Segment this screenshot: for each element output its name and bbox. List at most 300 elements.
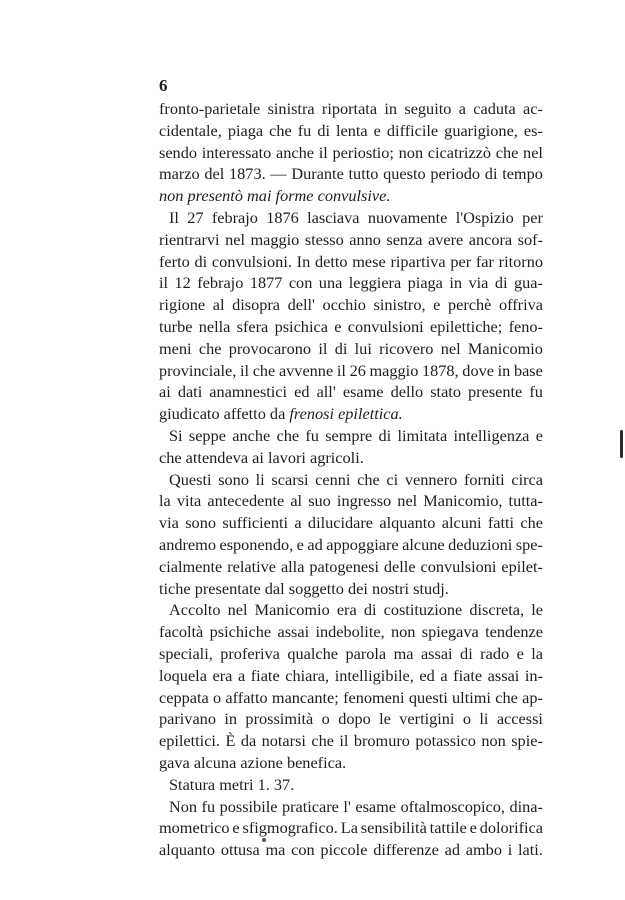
word: benefica.	[286, 752, 347, 772]
word: suo	[308, 491, 331, 511]
word: in-	[524, 665, 543, 685]
word: non	[159, 186, 188, 206]
word: per	[522, 207, 543, 227]
text-line	[159, 708, 543, 730]
word: epilet-	[501, 556, 543, 576]
word: discreta,	[469, 600, 525, 620]
word: indebolite,	[315, 622, 385, 642]
word: anche	[276, 142, 314, 162]
word: fronto-parietale	[159, 99, 261, 118]
word: rado	[480, 643, 510, 663]
word: offriva	[498, 295, 543, 315]
word: 26	[349, 360, 366, 380]
word: periostio;	[332, 142, 394, 162]
word: guarigione,	[444, 120, 518, 140]
word: dello	[390, 382, 424, 402]
word: assai	[277, 622, 310, 642]
word: fu	[529, 382, 543, 402]
word: stato	[430, 382, 461, 402]
word: relative	[227, 556, 277, 576]
word: fu	[297, 120, 312, 140]
word: il	[318, 338, 328, 358]
word: una	[318, 273, 343, 293]
word: giudicato	[159, 404, 224, 424]
text-line	[159, 665, 543, 687]
word: intelligenza	[453, 425, 530, 445]
word: alquanto	[379, 513, 436, 533]
word: tattile	[429, 818, 467, 838]
word: vennero	[404, 469, 458, 489]
word: fenomeni	[343, 687, 405, 707]
word: che	[357, 469, 380, 489]
word: l'Ospizio	[455, 207, 514, 227]
word: disopra	[232, 295, 280, 315]
text-line	[159, 316, 543, 338]
word: e	[469, 818, 477, 838]
word: a	[440, 665, 448, 685]
word: alcuni	[441, 513, 482, 533]
text-line	[159, 163, 543, 185]
word: alquanto	[159, 840, 216, 860]
word: in	[449, 273, 463, 293]
word: il	[339, 731, 349, 751]
word: da	[240, 731, 257, 751]
word: maggio	[250, 229, 300, 249]
word: delle	[383, 556, 416, 576]
word: per	[450, 251, 472, 271]
word: intelligibile,	[334, 665, 414, 685]
word: 1873.	[229, 164, 266, 184]
word: affetto	[223, 404, 270, 424]
word: nuovamente	[367, 207, 448, 227]
word: che	[495, 687, 518, 707]
word: febrajo	[197, 273, 244, 293]
word: vita	[176, 491, 202, 511]
word: anche	[232, 425, 271, 445]
word: Manicomio,	[423, 491, 503, 511]
word: base	[513, 360, 543, 380]
word: lui	[354, 338, 372, 358]
word: dilucidare	[307, 513, 374, 533]
word: che	[276, 425, 300, 445]
text-line	[159, 381, 543, 403]
word: Accolto	[169, 600, 221, 620]
word: nel	[227, 600, 248, 620]
word: es-	[523, 120, 543, 140]
word: alcune	[402, 534, 445, 554]
word: in	[224, 709, 238, 729]
word: di	[460, 643, 473, 663]
word: spe-	[515, 534, 543, 554]
word: sono	[218, 469, 249, 489]
word: costituzione	[383, 600, 463, 620]
word: non	[398, 142, 424, 162]
word: tutto	[348, 164, 379, 184]
word: sono	[185, 513, 216, 533]
word: circa	[511, 469, 543, 489]
word: difficile	[386, 120, 439, 140]
word: in	[497, 360, 511, 380]
word: e	[296, 534, 304, 554]
word: caduta	[473, 99, 516, 118]
word: a	[458, 99, 466, 118]
word: ed	[419, 665, 435, 685]
word: occhio	[322, 295, 366, 315]
word: tendenze	[485, 622, 543, 642]
text-line	[159, 229, 543, 251]
word: cidentale,	[159, 120, 222, 140]
word: che	[311, 731, 334, 751]
text-line	[159, 360, 543, 382]
word: convulsioni.	[211, 251, 292, 271]
word: limitata	[397, 425, 448, 445]
word: dolorifica	[479, 818, 543, 838]
text-line	[159, 621, 543, 643]
text-line	[159, 447, 543, 469]
word: ai	[252, 447, 268, 467]
word: ottusa	[220, 840, 260, 860]
word: ap-	[522, 687, 543, 707]
word: forniti	[463, 469, 505, 489]
word: fiate	[453, 665, 483, 685]
word: feno-	[508, 316, 543, 336]
word: gua-	[513, 273, 543, 293]
word: loquela	[159, 665, 207, 685]
word: era	[212, 665, 233, 685]
word: mometrico	[159, 818, 230, 838]
word: ac-	[523, 99, 543, 118]
word: ceppata	[159, 687, 209, 707]
word: sinistro,	[373, 295, 426, 315]
word: o	[213, 687, 222, 707]
word: non	[481, 731, 506, 751]
word: di	[363, 600, 377, 620]
word: presente	[468, 382, 523, 402]
word: ad	[307, 534, 323, 554]
word: Il	[169, 207, 179, 227]
word: dal	[264, 578, 289, 598]
word: Statura	[169, 774, 220, 794]
word: cicatrizzò	[427, 142, 492, 162]
paper-speck	[262, 838, 266, 842]
word: tiche	[159, 578, 195, 598]
word: l'	[343, 796, 351, 816]
word: detto	[314, 251, 348, 271]
word: Manicomio	[467, 338, 543, 358]
word: via	[159, 513, 179, 533]
word: soggetto	[288, 578, 348, 598]
word: o	[462, 709, 471, 729]
word: oftalmoscopico,	[400, 796, 505, 816]
word: che	[495, 142, 519, 162]
text-line	[159, 730, 543, 752]
word: 1878,	[422, 360, 459, 380]
word: 12	[174, 273, 191, 293]
text-line	[159, 752, 543, 774]
word: dell'	[287, 295, 315, 315]
word: fu	[305, 425, 319, 445]
text-line	[159, 403, 543, 425]
word: era	[336, 600, 357, 620]
word: che	[159, 447, 186, 467]
word: Non	[169, 796, 198, 816]
word: convulsioni	[347, 316, 424, 336]
word: turbe	[159, 316, 193, 336]
word: e	[535, 425, 543, 445]
text-line	[159, 556, 543, 578]
word: potassico	[415, 731, 476, 751]
text-line	[159, 534, 543, 556]
word: provinciale,	[159, 360, 237, 380]
word: anno	[349, 229, 381, 249]
word: anamnestici	[209, 382, 288, 402]
word: attendeva	[185, 447, 253, 467]
word: studj.	[413, 578, 449, 598]
word: febrajo	[211, 207, 258, 227]
word: fu	[201, 796, 216, 816]
word: che	[198, 338, 222, 358]
word: vertigini	[399, 709, 455, 729]
word: Durante	[291, 164, 344, 184]
word: È	[225, 731, 236, 751]
word: seppe	[188, 425, 226, 445]
word: chiara,	[285, 665, 330, 685]
word: al	[290, 491, 303, 511]
word: lavori	[267, 447, 310, 467]
text-line	[159, 272, 543, 294]
text-line	[159, 490, 543, 512]
word: lenta	[336, 120, 368, 140]
word: li	[479, 709, 489, 729]
word: psichica	[274, 316, 328, 336]
word: avvenne	[278, 360, 334, 380]
word: ritorno	[498, 251, 543, 271]
word: maggio	[369, 360, 419, 380]
word: appoggiare	[326, 534, 399, 554]
text-line	[159, 643, 543, 665]
word: deduzioni	[448, 534, 513, 554]
word: il	[159, 273, 169, 293]
word: provocarono	[228, 338, 312, 358]
word: 37.	[273, 774, 295, 794]
word: di	[378, 425, 392, 445]
word: ed	[294, 382, 310, 402]
word: sufficienti	[222, 513, 289, 533]
word: possibile	[219, 796, 278, 816]
word: non	[391, 622, 416, 642]
word: cialmente	[159, 556, 223, 576]
word: ambo	[465, 840, 502, 860]
text-line	[159, 578, 543, 600]
word: proferiva	[220, 643, 280, 663]
word: sempre	[325, 425, 373, 445]
word: dati	[177, 382, 203, 402]
word: da	[269, 404, 290, 424]
word: Manicomio	[254, 600, 330, 620]
word: con	[291, 840, 315, 860]
word: che	[269, 120, 292, 140]
text-line	[159, 251, 543, 273]
word: mai	[247, 186, 276, 206]
word: frenosi	[289, 404, 339, 424]
word: via	[468, 273, 489, 293]
word: sfera	[236, 316, 269, 336]
word: ad	[444, 840, 461, 860]
text-line	[159, 142, 543, 164]
text-line	[159, 512, 543, 534]
word: la	[531, 643, 543, 663]
word: il	[336, 360, 346, 380]
word: dei	[348, 578, 372, 598]
word: alla	[280, 556, 305, 576]
word: spie-	[511, 731, 543, 751]
word: esame	[355, 796, 397, 816]
body-text	[159, 98, 543, 861]
word: questo	[383, 164, 426, 184]
word: ferto	[159, 251, 190, 271]
word: assai	[487, 665, 520, 685]
word: fatti	[487, 513, 515, 533]
word: prossimità	[245, 709, 314, 729]
word: e	[373, 120, 381, 140]
word: tutta-	[508, 491, 543, 511]
word: epilettica.	[338, 404, 403, 424]
word: convulsioni	[420, 556, 497, 576]
word: e	[433, 295, 441, 315]
word: ancora	[468, 229, 513, 249]
word: alcuna	[193, 752, 241, 772]
word: dopo	[338, 709, 371, 729]
word: parivano	[159, 709, 216, 729]
word: ai	[159, 382, 171, 402]
word: sfigmografico.	[242, 818, 338, 838]
word: sendo	[159, 142, 197, 162]
word: di	[194, 251, 208, 271]
word: ma	[393, 643, 414, 663]
word: di	[494, 273, 508, 293]
word: in	[384, 99, 398, 118]
word: li	[255, 469, 265, 489]
word: avere	[428, 229, 464, 249]
word: al	[212, 295, 225, 315]
word: sof-	[517, 229, 543, 249]
word: dina-	[509, 796, 543, 816]
word: nel	[225, 229, 245, 249]
word: Si	[169, 425, 183, 445]
word: fiate	[250, 665, 280, 685]
word: riportata	[321, 99, 378, 118]
word: parola	[345, 643, 387, 663]
word: il	[239, 360, 250, 380]
word: scarsi	[271, 469, 309, 489]
word: ricovero	[379, 338, 434, 358]
word: stesso	[304, 229, 344, 249]
text-line	[159, 796, 543, 818]
word: differenze	[373, 840, 439, 860]
word: di	[317, 120, 330, 140]
text-line	[159, 294, 543, 316]
word: le	[531, 600, 543, 620]
word: e	[232, 818, 240, 838]
word: piaga	[227, 120, 264, 140]
word: tempo	[502, 164, 543, 184]
word: cenni	[315, 469, 351, 489]
word: ma	[265, 840, 286, 860]
page-edge-mark	[620, 430, 623, 458]
word: che	[252, 360, 276, 380]
word: mese	[352, 251, 386, 271]
text-line	[159, 98, 543, 120]
word: a	[294, 513, 302, 533]
word: dove	[462, 360, 494, 380]
word: gava	[159, 752, 194, 772]
word: interessato	[201, 142, 272, 162]
word: i	[507, 840, 513, 860]
word: questi	[408, 687, 448, 707]
word: epilettiche;	[429, 316, 503, 336]
word: metri	[219, 774, 258, 794]
word: Questi	[169, 469, 212, 489]
word: esame	[342, 382, 384, 402]
text-line	[159, 425, 543, 447]
word: far	[475, 251, 494, 271]
word: piaga	[407, 273, 443, 293]
word: epilettici.	[159, 731, 221, 751]
word: lati.	[518, 840, 543, 860]
word: qualche	[287, 643, 338, 663]
word: La	[340, 818, 358, 838]
word: forme	[275, 186, 318, 206]
word: In	[296, 251, 311, 271]
word: patogenesi	[309, 556, 379, 576]
text-line	[159, 599, 543, 621]
word: presentate	[194, 578, 265, 598]
word: meni	[159, 338, 192, 358]
word: speciali,	[159, 643, 213, 663]
word: ultimi	[452, 687, 491, 707]
word: marzo	[159, 164, 200, 184]
word: periodo	[430, 164, 481, 184]
word: rientrarvi	[159, 229, 220, 249]
word: di	[334, 338, 348, 358]
word: e	[516, 643, 524, 663]
word: nostri	[371, 578, 414, 598]
word: nel	[523, 142, 543, 162]
text-line	[159, 687, 543, 709]
text-line	[159, 120, 543, 142]
word: a	[237, 665, 246, 685]
word: agricoli.	[310, 447, 364, 467]
word: il	[318, 142, 328, 162]
word: nella	[198, 316, 231, 336]
word: —	[270, 164, 287, 184]
word: azione	[240, 752, 287, 772]
word: leggiera	[348, 273, 402, 293]
word: notarsi	[261, 731, 306, 751]
page-number: 6	[159, 76, 168, 95]
word: seguito	[404, 99, 452, 118]
word: mancante;	[271, 687, 339, 707]
word: antecedente	[207, 491, 285, 511]
word: piccole	[320, 840, 368, 860]
word: sinistra	[267, 99, 315, 118]
text-line	[159, 207, 543, 229]
word: la	[159, 491, 171, 511]
word: andremo	[159, 534, 216, 554]
word: 1877	[249, 273, 283, 293]
word: che	[520, 513, 543, 533]
text-line	[159, 185, 543, 207]
